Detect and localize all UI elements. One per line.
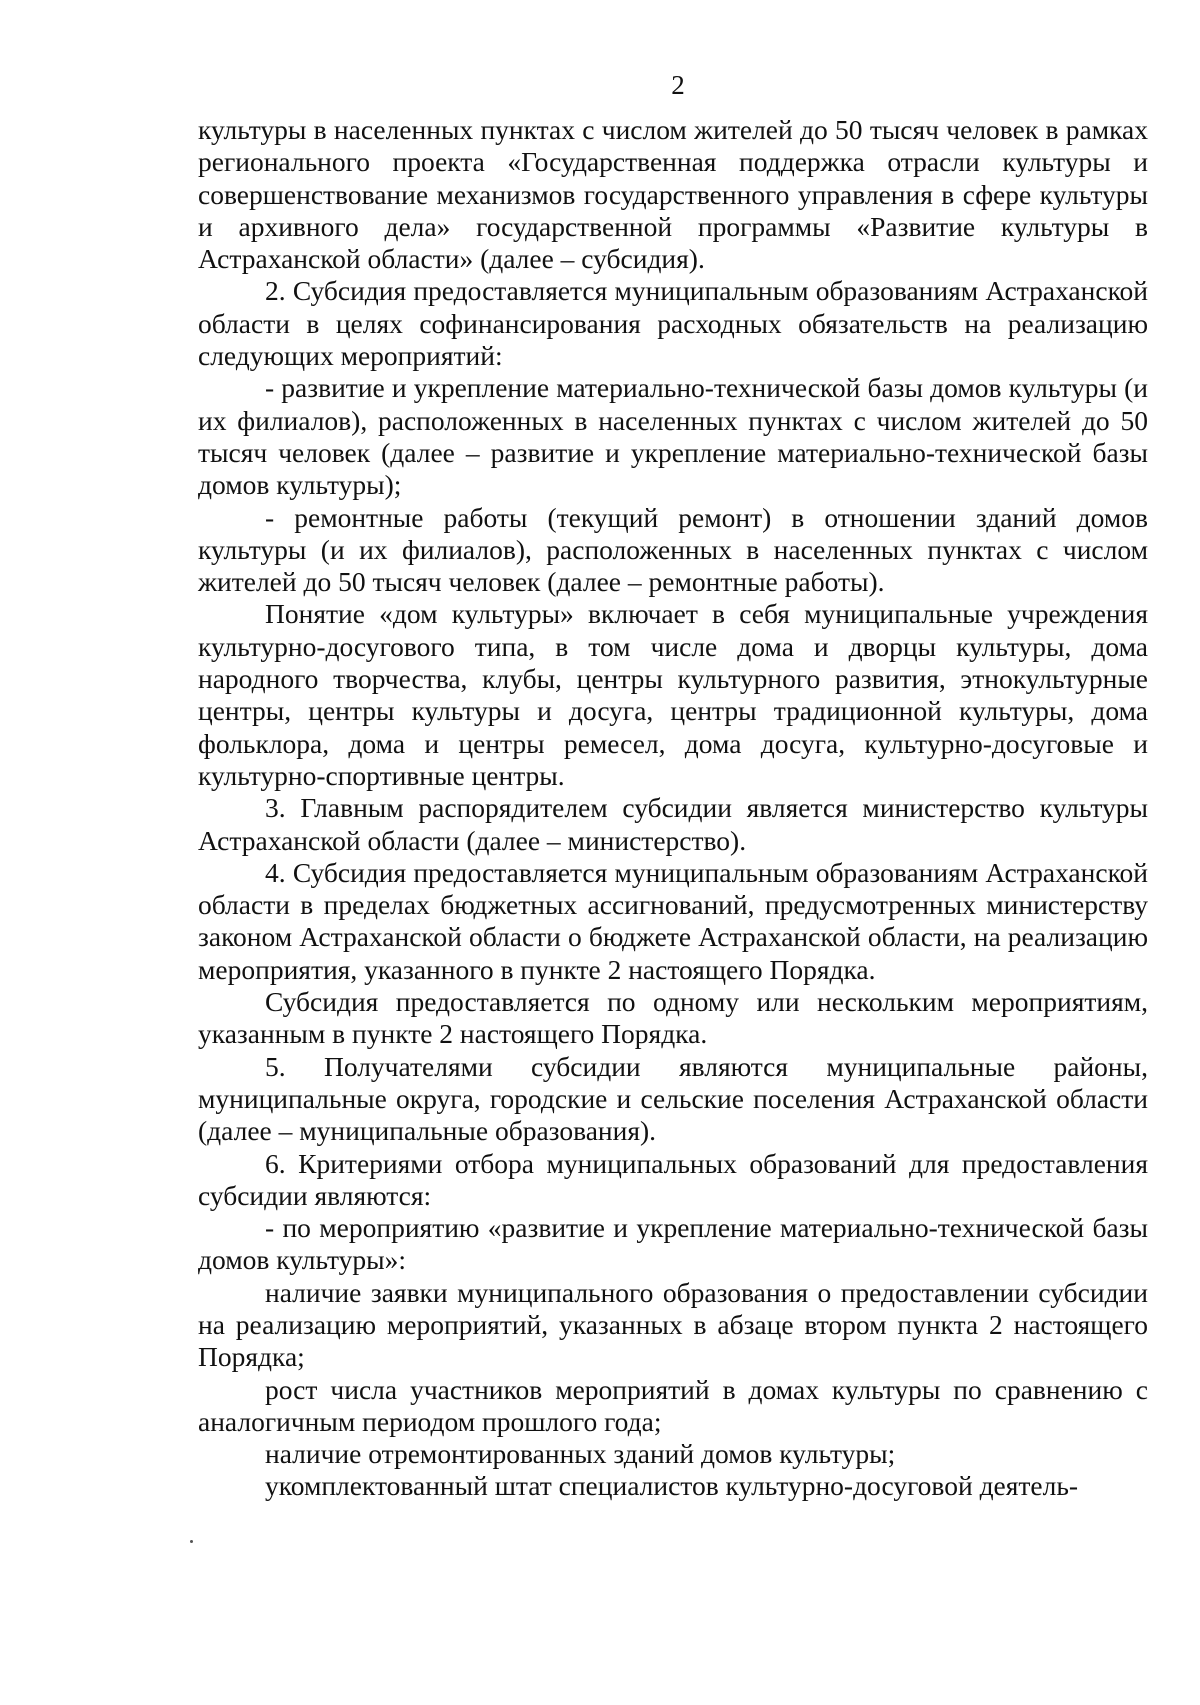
paragraph-item-4: 4. Субсидия предоставляется муниципальным образованиям Астраханской области в пределах бюджетных ассигнований, предусмотренных министерству законом Астраханской области о бюджете Астраханской области, на реализацию мероприятия, указанного в пункте 2 настоящего Порядка. bbox=[198, 856, 1148, 985]
paragraph-item-2-bullet-2: - ремонтные работы (текущий ремонт) в отношении зданий домов культуры (и их филиалов), расположенных в населенных пунктах с числом жителей до 50 тысяч человек (далее – ремонтные работы). bbox=[198, 501, 1148, 598]
paragraph-item-6-bullet: - по мероприятию «развитие и укрепление материально-технической базы домов культуры»: bbox=[198, 1212, 1148, 1276]
paragraph-item-2-bullet-1: - развитие и укрепление материально-технической базы домов культуры (и их филиалов), расположенных в населенных пунктах с числом жителей до 50 тысяч человек (далее – развитие и укрепление материально-технической базы домов культуры); bbox=[198, 372, 1148, 501]
paragraph-item-6: 6. Критериями отбора муниципальных образований для предоставления субсидии являются: bbox=[198, 1147, 1148, 1211]
paragraph-criterion-staff: укомплектованный штат специалистов культурно-досуговой деятель- bbox=[265, 1470, 1079, 1502]
paragraph-criterion-participants: рост числа участников мероприятий в домах культуры по сравнению с аналогичным периодом прошлого года; bbox=[198, 1373, 1148, 1437]
paragraph-item-3: 3. Главным распорядителем субсидии является министерство культуры Астраханской области (далее – министерство). bbox=[198, 792, 1148, 856]
scan-speck bbox=[190, 1540, 193, 1543]
paragraph-house-of-culture-definition: Понятие «дом культуры» включает в себя муниципальные учреждения культурно-досугового типа, в том числе дома и дворцы культуры, дома народного творчества, клубы, центры культурного развития, этнокультурные центры, центры культуры и досуга, центры традиционной культуры, дома фольклора, дома и центры ремесел, дома досуга, культурно-досуговые и культурно-спортивные центры. bbox=[198, 598, 1148, 791]
paragraph-item-4-note: Субсидия предоставляется по одному или нескольким мероприятиям, указанным в пункте 2 настоящего Порядка. bbox=[198, 986, 1148, 1050]
paragraph-item-2: 2. Субсидия предоставляется муниципальным образованиям Астраханской области в целях софинансирования расходных обязательств на реализацию следующих мероприятий: bbox=[198, 275, 1148, 372]
paragraph-intro-continuation: культуры в населенных пунктах с числом жителей до 50 тысяч человек в рамках регионального проекта «Государственная поддержка отрасли культуры и совершенствование механизмов государственного управления в сфере культуры и архивного дела» государственной программы «Развитие культуры в Астраханской области» (далее – субсидия). bbox=[198, 114, 1148, 275]
paragraph-item-5: 5. Получателями субсидии являются муниципальные районы, муниципальные округа, городские и сельские поселения Астраханской области (далее – муниципальные образования). bbox=[198, 1050, 1148, 1147]
document-body bbox=[198, 114, 1148, 1503]
paragraph-criterion-repaired-buildings: наличие отремонтированных зданий домов культуры; bbox=[265, 1438, 896, 1470]
paragraph-criterion-application: наличие заявки муниципального образования о предоставлении субсидии на реализацию мероприятий, указанных в абзаце втором пункта 2 настоящего Порядка; bbox=[198, 1276, 1148, 1373]
page-number: 2 bbox=[671, 70, 685, 100]
